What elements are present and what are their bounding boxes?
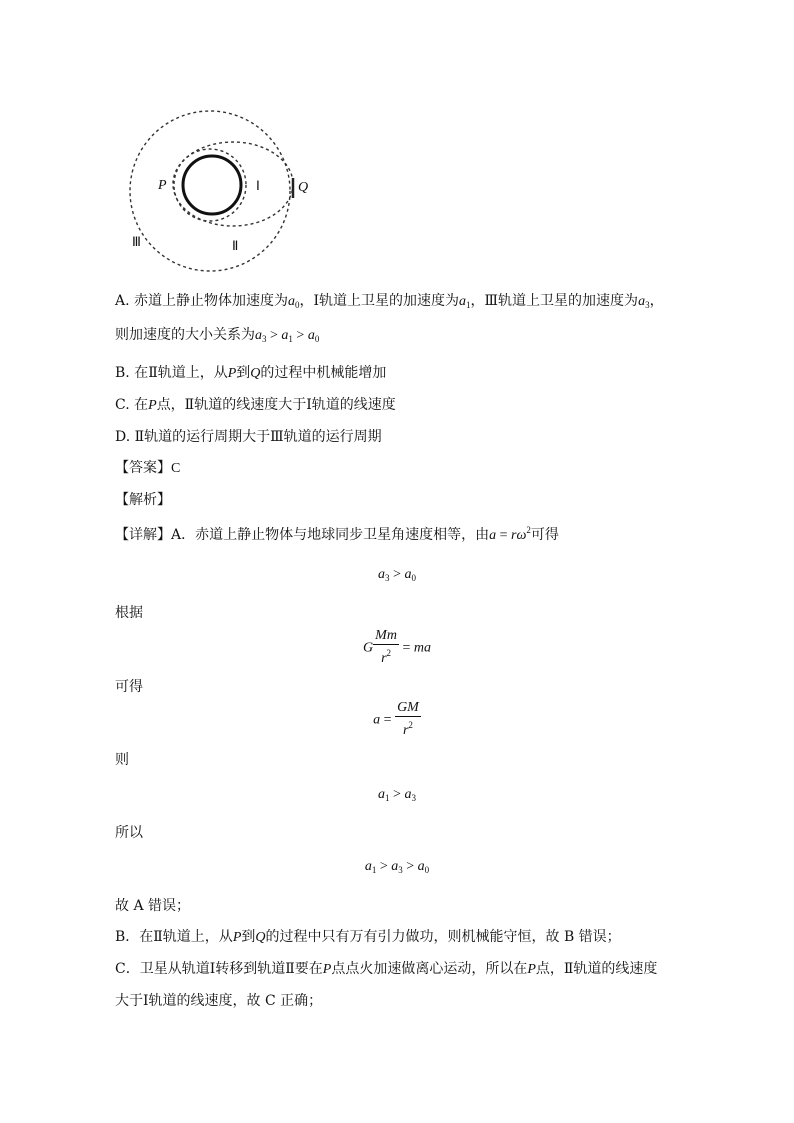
detail-line: 【详解】A．赤道上静止物体与地球同步卫星角速度相等，由$a = r\omega^2$可得 xyxy=(115,525,559,543)
earth xyxy=(183,156,241,214)
answer-line xyxy=(115,457,180,477)
formula-gravitation: G $\frac{Mm}{r^2}$ = ma xyxy=(363,628,431,666)
option-b: B. 在Ⅱ轨道上，从P到Q的过程中机械能增加 xyxy=(115,365,387,381)
option-d: D. Ⅱ轨道的运行周期大于Ⅲ轨道的运行周期 xyxy=(115,429,382,445)
formula-a3-gt-a0: $a_3 > a_0$ xyxy=(378,567,416,583)
text-ze: 则 xyxy=(115,752,129,768)
option-a-text-1: A. 赤道上静止物体加速度为 xyxy=(115,293,289,309)
formula-acceleration: a = $\frac{GM}{r^2}$ xyxy=(373,700,419,738)
conclusion-a: 故 A 错误； xyxy=(115,898,191,914)
conclusion-b: B．在Ⅱ轨道上，从P到Q的过程中只有万有引力做功，则机械能守恒，故 B 错误； xyxy=(115,929,621,945)
answer-label: 【答案】 xyxy=(115,460,171,476)
diagram-label-ii: Ⅱ xyxy=(232,238,239,253)
conclusion-c-line1: C．卫星从轨道Ⅰ转移到轨道Ⅱ要在P点点火加速做离心运动，所以在P点，Ⅱ轨道的线速度 xyxy=(115,961,658,977)
conclusion-c-line2: 大于Ⅰ轨道的线速度，故 C 正确； xyxy=(115,993,323,1009)
analysis-label: 【解析】 xyxy=(115,492,171,508)
diagram-label-iii: Ⅲ xyxy=(132,234,141,249)
formula-a1-gt-a3-gt-a0: $a_1 > a_3 > a_0$ xyxy=(364,859,430,875)
text-kede: 可得 xyxy=(115,679,143,695)
diagram-label-p: P xyxy=(158,178,167,193)
orbit-i xyxy=(174,149,246,221)
orbit-diagram xyxy=(118,108,318,278)
diagram-label-q: Q xyxy=(298,180,309,195)
formula-a1-gt-a3: $a_1 > a_3$ xyxy=(378,787,416,803)
text-genju: 根据 xyxy=(115,605,143,621)
diagram-label-i: Ⅰ xyxy=(256,178,260,193)
option-a-line1: A. 赤道上静止物体加速度为$a_0$，Ⅰ轨道上卫星的加速度为$a_1$，Ⅲ轨道上卫星的加速度为$a_3$， xyxy=(115,293,664,310)
option-c: C. 在P点，Ⅱ轨道的线速度大于Ⅰ轨道的线速度 xyxy=(115,397,396,413)
option-a-line2: 则加速度的大小关系为$a_3 > a_1 > a_0$ xyxy=(115,327,320,344)
orbit-iii xyxy=(130,111,290,271)
answer-value: C xyxy=(171,461,181,476)
text-suoyi: 所以 xyxy=(115,825,143,841)
